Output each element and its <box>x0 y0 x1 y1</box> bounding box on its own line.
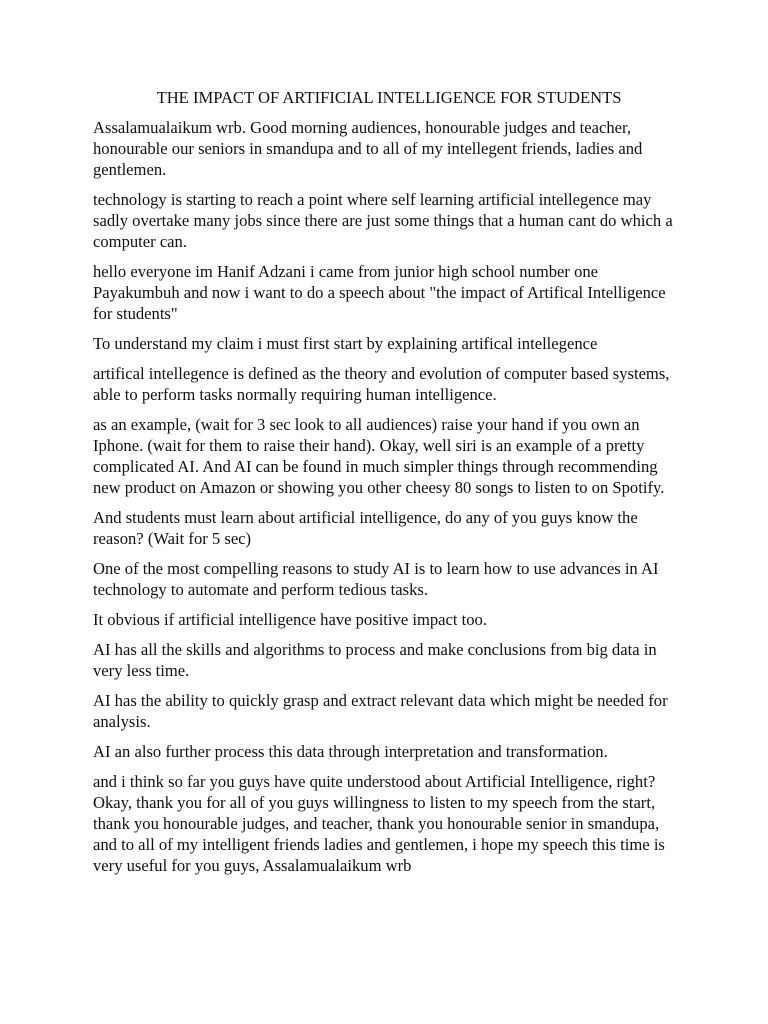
document-title: THE IMPACT OF ARTIFICIAL INTELLIGENCE FOR STUDENTS <box>156 88 622 107</box>
paragraph-processing: AI an also further process this data through interpretation and transformation. <box>93 742 608 761</box>
paragraph-reasons: One of the most compelling reasons to study AI is to learn how to use advances in AI technology to automate and perform tedious tasks. <box>93 559 659 599</box>
paragraph-introduction: hello everyone im Hanif Adzani i came from junior high school number one Payakumbuh and now i want to do a speech about "the impact of Artifical Intelligence for students" <box>93 262 666 323</box>
document-body <box>93 87 685 885</box>
paragraph-ability: AI has the ability to quickly grasp and extract relevant data which might be needed for analysis. <box>93 691 668 731</box>
paragraph-closing: and i think so far you guys have quite understood about Artificial Intelligence, right? Okay, thank you for all of you guys willingness to listen to my speech from the start, thank you honourable judges, and teacher, thank you honourable senior in smandupa, and to all of my intelligent friends ladies and gentlemen, i hope my speech this time is very useful for you guys, Assalamualaikum wrb <box>93 772 665 875</box>
paragraph-claim: To understand my claim i must first start by explaining artifical intellegence <box>93 334 598 353</box>
paragraph-greeting: Assalamualaikum wrb. Good morning audiences, honourable judges and teacher, honourable our seniors in smandupa and to all of my intellegent friends, ladies and gentlemen. <box>93 118 643 179</box>
paragraph-example: as an example, (wait for 3 sec look to all audiences) raise your hand if you own an Iphone. (wait for them to raise their hand). Okay, well siri is an example of a pretty complicated AI. And AI can be found in much simpler things through recommending new product on Amazon or showing you other cheesy 80 songs to listen to on Spotify. <box>93 415 665 497</box>
paragraph-definition: artifical intellegence is defined as the theory and evolution of computer based systems, able to perform tasks normally requiring human intelligence. <box>93 364 670 404</box>
paragraph-skills: AI has all the skills and algorithms to process and make conclusions from big data in very less time. <box>93 640 657 680</box>
paragraph-positive-impact: It obvious if artificial intelligence have positive impact too. <box>93 610 487 629</box>
paragraph-question: And students must learn about artificial intelligence, do any of you guys know the reason? (Wait for 5 sec) <box>93 508 638 548</box>
paragraph-technology: technology is starting to reach a point where self learning artificial intellegence may sadly overtake many jobs since there are just some things that a human cant do which a computer can. <box>93 190 673 251</box>
